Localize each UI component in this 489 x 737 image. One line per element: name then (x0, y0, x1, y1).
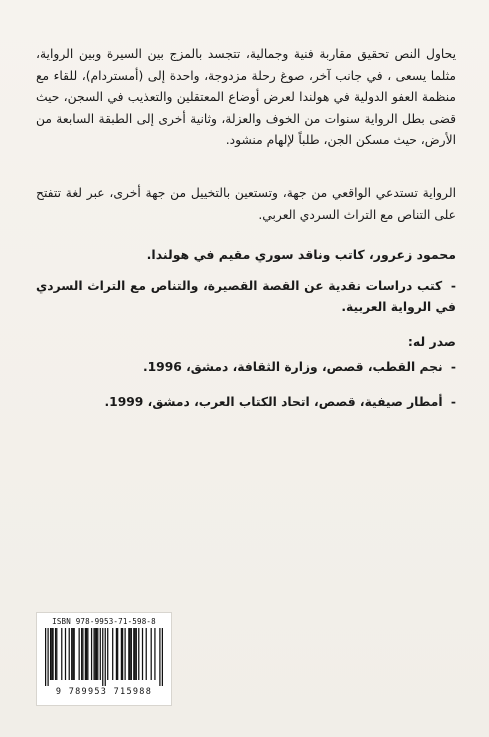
barcode-bar (50, 628, 51, 680)
publication-item (36, 392, 456, 413)
barcode-bar (154, 628, 155, 680)
barcode-bar (131, 628, 132, 680)
barcode-bar (138, 628, 139, 680)
list-marker: - (450, 279, 457, 293)
barcode-bar (159, 628, 160, 686)
barcode-bar (146, 628, 147, 680)
barcode-bar (128, 628, 129, 680)
barcode-bar (134, 628, 135, 680)
description-paragraph-1 (36, 44, 456, 152)
barcode-bar (85, 628, 86, 680)
barcode-bar (124, 628, 125, 680)
isbn-label: ISBN 978-9953-71-598-8 (52, 617, 156, 626)
barcode-bar (107, 628, 108, 680)
barcode-bar (142, 628, 143, 680)
barcode-bar (55, 628, 56, 680)
barcode-bar (93, 628, 94, 680)
barcode-bar (45, 628, 46, 686)
barcode-bar (97, 628, 98, 680)
barcode-bar (51, 628, 52, 680)
barcode-bar (91, 628, 92, 680)
barcode-bar (65, 628, 66, 680)
barcode-bar (47, 628, 48, 686)
barcode-bar (52, 628, 53, 680)
barcode-bar (95, 628, 96, 680)
author-works-item (36, 276, 456, 318)
barcode-bar (56, 628, 57, 680)
barcode-bar (72, 628, 73, 680)
publication-item (36, 357, 456, 378)
barcode-bars (45, 628, 163, 686)
isbn-barcode (36, 612, 172, 706)
barcode-bar (102, 628, 103, 686)
barcode-bar (74, 628, 75, 680)
ean-digits: 9 789953 715988 (55, 687, 153, 697)
barcode-bar (61, 628, 62, 680)
list-marker: - (450, 395, 456, 409)
barcode-bar (79, 628, 80, 680)
item-text: أمطار صيفية، قصص، اتحاد الكتاب العرب، دمشق، 1999. (104, 395, 443, 409)
barcode-bar (105, 628, 106, 686)
item-text: نجم القطب، قصص، وزارة الثقافة، دمشق، 1996. (142, 360, 443, 374)
barcode-bar (100, 628, 101, 680)
barcode-bar (122, 628, 123, 680)
paragraph-text: الرواية تستدعي الواقعي من جهة، وتستعين بالتخييل من جهة أخرى، عبر لغة تتفتح على التناص مع التراث السردي العربي. (36, 186, 456, 222)
barcode-bar (69, 628, 70, 680)
item-text: كتب دراسات نقدية عن القصة القصيرة، والتناص مع التراث السردي في الرواية العربية. (36, 279, 456, 314)
list-marker: - (450, 360, 456, 374)
barcode-bar (136, 628, 137, 680)
barcode-bar (96, 628, 97, 680)
barcode-bar (151, 628, 152, 680)
paragraph-text: يحاول النص تحقيق مقاربة فنية وجمالية، تتجسد بالمزج بين السيرة وبين الرواية، مثلما يسعى ، في جانب آخر، صوغ رحلة مزدوجة، واحدة إلى (أمستردام)، للقاء مع منظمة العفو الدولية في هولندا لعرض أوضاع المعتقلين والتعذيب في السجن، حيث قضى بطل الرواية سنوات من الخوف والعزلة، وثانية أخرى إلى الطبقة السابعة من الأرض، حيث مسكن الجن، طلباً لإلهام منشود. (36, 47, 456, 148)
barcode-bar (162, 628, 163, 686)
barcode-bar (133, 628, 134, 680)
author-bio-heading: محمود زعرور، كاتب وناقد سوري مقيم في هولندا. (146, 247, 456, 262)
publications-heading: صدر له: (407, 334, 456, 349)
barcode-bar (87, 628, 88, 680)
description-paragraph-2 (36, 183, 456, 226)
barcode-bar (82, 628, 83, 680)
barcode-bar (71, 628, 72, 680)
barcode-bar (112, 628, 113, 680)
barcode-bar (129, 628, 130, 680)
barcode-bar (121, 628, 122, 680)
barcode-bar (86, 628, 87, 680)
barcode-bar (81, 628, 82, 680)
barcode-bar (117, 628, 118, 680)
barcode-bar (116, 628, 117, 680)
